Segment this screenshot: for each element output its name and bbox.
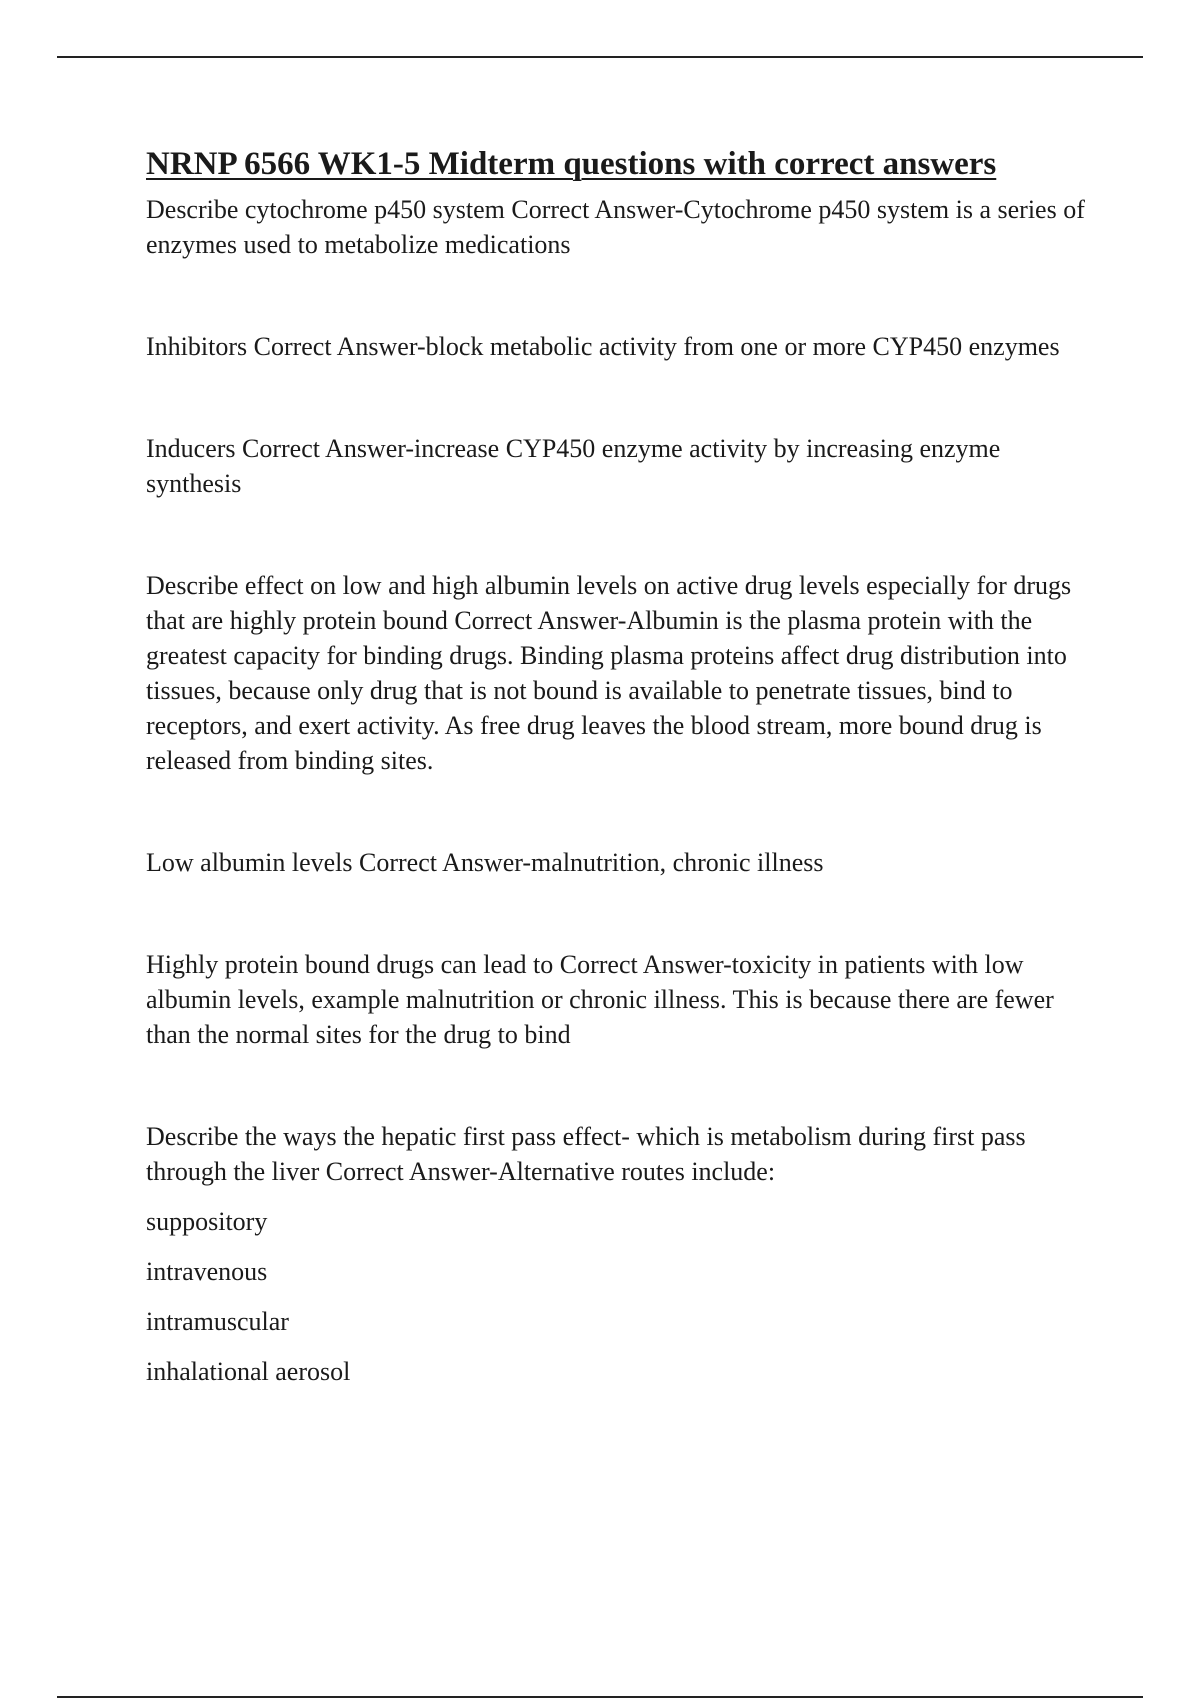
spacer bbox=[146, 1052, 1086, 1119]
document-body bbox=[146, 140, 1086, 1389]
route-item: intravenous bbox=[146, 1257, 268, 1286]
qa-entry-inducers: Inducers Correct Answer-increase CYP450 enzyme activity by increasing enzyme synthesis bbox=[146, 434, 1001, 498]
spacer bbox=[146, 778, 1086, 845]
spacer bbox=[146, 501, 1086, 568]
page-title: NRNP 6566 WK1-5 Midterm questions with correct answers bbox=[146, 146, 997, 182]
qa-entry-first-pass: Describe the ways the hepatic first pass effect- which is metabolism during first pass through the liver Correct Answer-Alternative routes include: bbox=[146, 1122, 1026, 1186]
spacer bbox=[146, 880, 1086, 947]
qa-entry-protein-bound: Highly protein bound drugs can lead to Correct Answer-toxicity in patients with low albumin levels, example malnutrition or chronic illness. This is because there are fewer than the normal sites for the drug to bind bbox=[146, 950, 1054, 1049]
qa-entry-low-albumin: Low albumin levels Correct Answer-malnutrition, chronic illness bbox=[146, 848, 824, 877]
qa-entry-albumin-effect: Describe effect on low and high albumin levels on active drug levels especially for drugs that are highly protein bound Correct Answer-Albumin is the plasma protein with the greatest capacity for binding drugs. Binding plasma proteins affect drug distribution into tissues, because only drug that is not bound is available to penetrate tissues, bind to receptors, and exert activity. As free drug leaves the blood stream, more bound drug is released from binding sites. bbox=[146, 571, 1072, 775]
footer-rule bbox=[57, 1696, 1143, 1698]
route-item: suppository bbox=[146, 1207, 268, 1236]
header-rule bbox=[57, 56, 1143, 58]
spacer bbox=[146, 364, 1086, 431]
spacer bbox=[146, 262, 1086, 329]
route-item: inhalational aerosol bbox=[146, 1357, 351, 1386]
qa-entry-inhibitors: Inhibitors Correct Answer-block metabolic activity from one or more CYP450 enzymes bbox=[146, 332, 1060, 361]
route-item: intramuscular bbox=[146, 1307, 289, 1336]
qa-entry-cytochrome: Describe cytochrome p450 system Correct Answer-Cytochrome p450 system is a series of enzymes used to metabolize medications bbox=[146, 195, 1085, 259]
